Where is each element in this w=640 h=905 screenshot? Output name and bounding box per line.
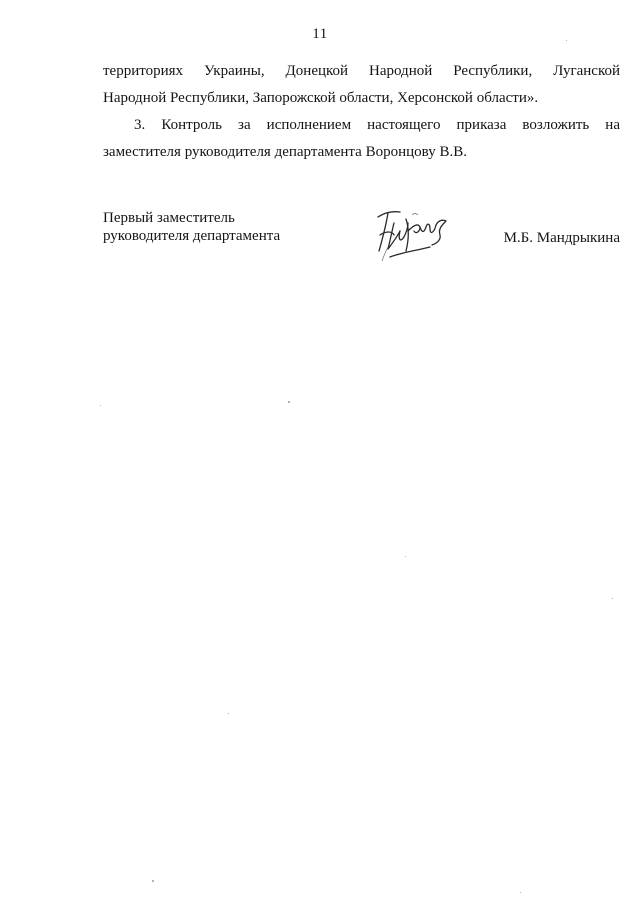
paragraph-3	[103, 112, 620, 166]
scan-speck	[612, 598, 613, 599]
paragraph-continuation	[103, 58, 620, 112]
scan-speck	[288, 401, 290, 403]
paragraph-line: заместителя руководителя департамента Воронцову В.В.	[103, 144, 467, 160]
signer-title	[103, 209, 323, 245]
scan-speck	[152, 880, 154, 882]
signature-block	[103, 209, 620, 269]
paragraph-line: Народной Республики, Запорожской области, Херсонской области».	[103, 90, 539, 106]
handwritten-signature	[370, 201, 452, 267]
page-number: 11	[312, 26, 328, 42]
signer-title-line: руководителя департамента	[103, 228, 281, 244]
scan-speck	[100, 405, 101, 406]
paragraph-line: 3. Контроль за исполнением настоящего приказа возложить на	[134, 117, 620, 133]
scan-speck	[520, 892, 521, 893]
signer-title-line: Первый заместитель	[103, 210, 235, 226]
paragraph-line: территориях Украины, Донецкой Народной Республики, Луганской	[103, 63, 620, 79]
signer-name: М.Б. Мандрыкина	[503, 230, 620, 246]
scan-speck	[405, 556, 406, 557]
scan-speck	[228, 713, 229, 714]
scan-speck	[566, 40, 567, 41]
